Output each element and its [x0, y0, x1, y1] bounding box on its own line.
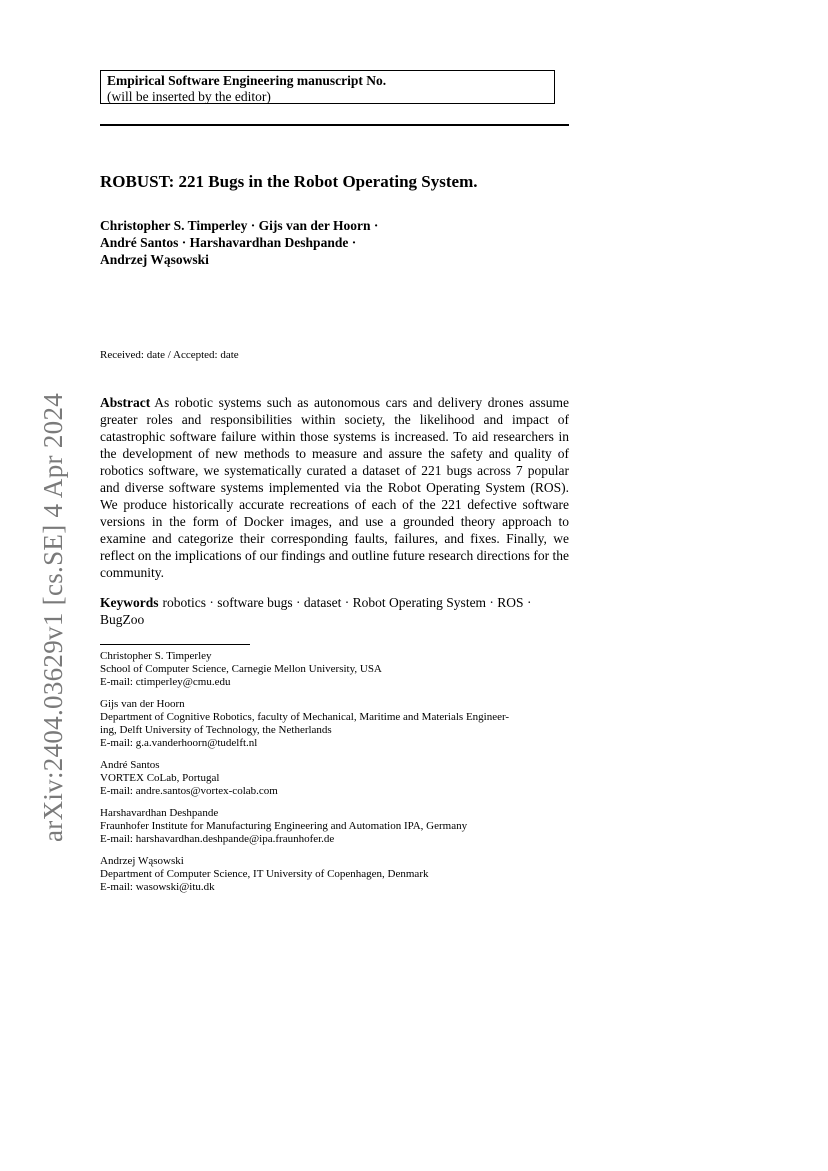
editor-note: (will be inserted by the editor)	[107, 89, 271, 104]
header-rule	[100, 124, 569, 126]
affiliation-line: Department of Cognitive Robotics, faculty of Mechanical, Maritime and Materials Engineer-	[100, 711, 510, 723]
affiliation-email[interactable]: E-mail: harshavardhan.deshpande@ipa.fraunhofer.de	[100, 833, 335, 845]
affiliation-block	[100, 759, 569, 798]
author-name: André Santos	[100, 235, 179, 250]
affiliation-block	[100, 807, 569, 846]
author-name: Harshavardhan Deshpande	[189, 235, 349, 250]
abstract-label: Abstract	[100, 395, 151, 410]
affiliations	[100, 650, 569, 903]
keywords-label: Keywords	[100, 595, 159, 610]
affiliation-email[interactable]: E-mail: g.a.vanderhoorn@tudelft.nl	[100, 737, 258, 749]
author-name: Christopher S. Timperley	[100, 218, 248, 233]
affiliation-name: Gijs van der Hoorn	[100, 698, 185, 710]
affiliation-name: André Santos	[100, 759, 160, 771]
footnote-rule	[100, 644, 250, 645]
author-separator: ·	[178, 235, 190, 250]
affiliation-email[interactable]: E-mail: ctimperley@cmu.edu	[100, 676, 231, 688]
affiliation-block	[100, 855, 569, 894]
affiliation-block	[100, 650, 569, 689]
keywords-text: robotics · software bugs · dataset · Robot Operating System · ROS · BugZoo	[100, 595, 532, 627]
affiliation-line: ing, Delft University of Technology, the Netherlands	[100, 724, 332, 736]
arxiv-identifier[interactable]: arXiv:2404.03629v1 [cs.SE] 4 Apr 2024	[38, 392, 68, 842]
affiliation-name: Harshavardhan Deshpande	[100, 807, 219, 819]
abstract-text: As robotic systems such as autonomous cars and delivery drones assume greater roles and responsibilities within society, the likelihood and impact of catastrophic software failure within those systems is increased. To aid researchers in the development of new methods to measure and assure the safety and quality of robotics software, we systematically curated a dataset of 221 bugs across 7 popular and diverse software systems implemented via the Robot Operating System (ROS). We produce historically accurate recreations of each of the 221 defective software versions in the form of Docker images, and use a grounded theory approach to examine and categorize their corresponding faults, failures, and fixes. Finally, we reflect on the implications of our findings and outline future research directions for the community.	[100, 395, 569, 580]
affiliation-email[interactable]: E-mail: wasowski@itu.dk	[100, 881, 215, 893]
journal-name: Empirical Software Engineering manuscript No.	[107, 73, 387, 88]
author-separator: ·	[348, 235, 357, 250]
abstract	[100, 394, 569, 581]
author-name: Gijs van der Hoorn	[258, 218, 371, 233]
author-separator: ·	[370, 218, 379, 233]
affiliation-name: Andrzej Wąsowski	[100, 855, 184, 867]
author-list	[100, 217, 400, 268]
affiliation-email[interactable]: E-mail: andre.santos@vortex-colab.com	[100, 785, 278, 797]
paper-title: ROBUST: 221 Bugs in the Robot Operating System.	[100, 172, 478, 191]
affiliation-line: VORTEX CoLab, Portugal	[100, 772, 220, 784]
author-separator: ·	[247, 218, 259, 233]
affiliation-name: Christopher S. Timperley	[100, 650, 212, 662]
keywords	[100, 594, 569, 628]
affiliation-block	[100, 698, 569, 750]
received-dates: Received: date / Accepted: date	[100, 349, 239, 361]
affiliation-line: School of Computer Science, Carnegie Mellon University, USA	[100, 663, 382, 675]
affiliation-line: Department of Computer Science, IT University of Copenhagen, Denmark	[100, 868, 429, 880]
journal-header-box	[100, 70, 555, 104]
author-name: Andrzej Wąsowski	[100, 252, 209, 267]
affiliation-line: Fraunhofer Institute for Manufacturing Engineering and Automation IPA, Germany	[100, 820, 468, 832]
